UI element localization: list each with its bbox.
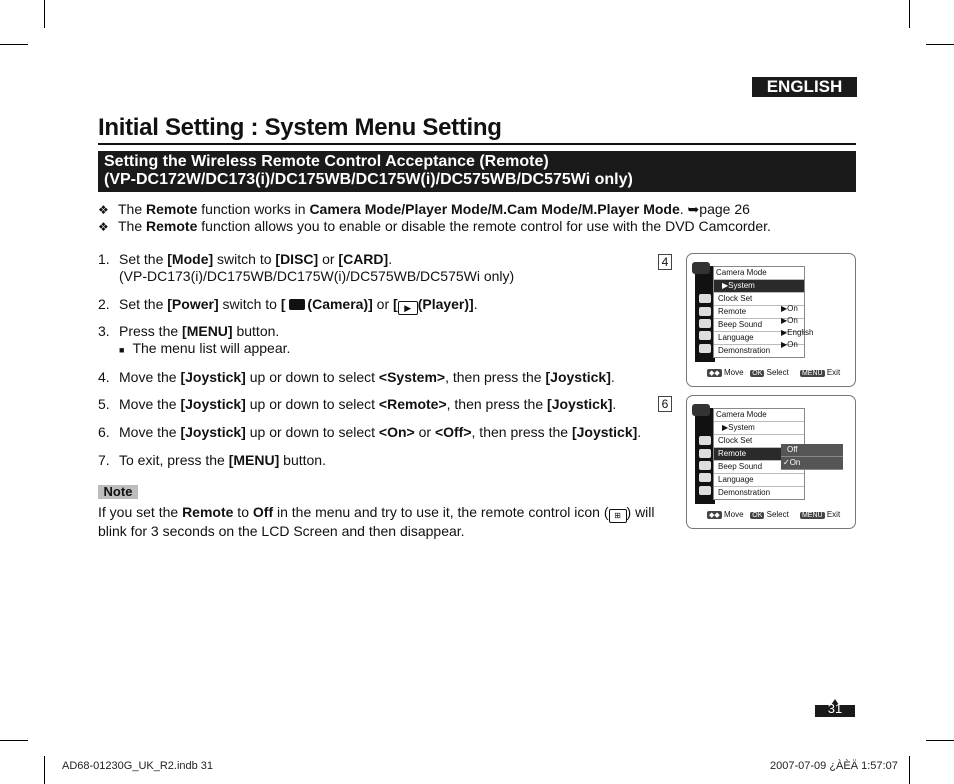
lcd-menu-panel <box>686 395 856 529</box>
gear-icon <box>699 344 711 353</box>
section-heading-line2: (VP-DC172W/DC173(i)/DC175WB/DC175W(i)/DC575WB/DC575Wi only) <box>104 171 633 188</box>
gear-icon <box>699 486 711 495</box>
page-reference-arrow-icon: ➥ <box>687 201 700 217</box>
print-footer-left: AD68-01230G_UK_R2.indb 31 <box>62 760 214 772</box>
menu-key: MENU <box>801 512 823 519</box>
menu-item[interactable]: Beep Sound <box>714 319 804 332</box>
bullet-1: ❖ The Remote function works in Camera Mode/Player Mode/M.Cam Mode/M.Player Mode. ➥page 26 <box>98 201 750 217</box>
step-4: 4. Move the [Joystick] up or down to select <System>, then press the [Joystick]. <box>98 369 615 385</box>
square-bullet-icon: ■ <box>119 345 125 355</box>
note-text: If you set the Remote to Off in the menu and try to use it, the remote control icon ( ⊞ ) will blink for 3 seconds on the LCD Screen and then disappear. <box>98 504 655 539</box>
menu-item[interactable]: Remote <box>714 306 804 319</box>
language-badge: ENGLISH <box>752 77 857 97</box>
page-title: Initial Setting : System Menu Setting <box>98 114 502 141</box>
camcorder-icon <box>692 262 710 274</box>
joystick-icon: ◆◆ <box>709 370 720 377</box>
step-3-note: ■ The menu list will appear. <box>119 340 291 356</box>
crop-mark <box>909 756 910 784</box>
menu-icon-column <box>695 266 715 362</box>
note-label: Note <box>98 485 138 499</box>
joystick-icon: ◆◆ <box>709 512 720 519</box>
tv-icon <box>699 473 711 482</box>
camcorder-icon <box>692 404 710 416</box>
step-1-note: (VP-DC173(i)/DC175WB/DC175W(i)/DC575WB/DC575Wi only) <box>119 268 515 284</box>
option-on[interactable]: ✓On <box>781 457 843 470</box>
menu-footer: ◆◆ Move OK Select MENU Exit <box>709 510 841 519</box>
menu-item[interactable]: Language <box>714 332 804 345</box>
option-popup <box>781 444 843 470</box>
page-number: 31 <box>827 701 843 716</box>
menu-item[interactable]: Demonstration <box>718 346 771 355</box>
crop-mark <box>926 44 954 45</box>
menu-item[interactable]: Demonstration <box>718 488 771 497</box>
crop-mark <box>926 740 954 741</box>
menu-item-selected[interactable]: ▶System <box>714 280 804 293</box>
menu-footer: ◆◆ Move OK Select MENU Exit <box>709 368 841 377</box>
menu-item[interactable]: Clock Set <box>714 293 804 306</box>
crop-mark <box>44 0 45 28</box>
tv-icon <box>699 331 711 340</box>
menu-item[interactable]: Clock Set <box>714 435 804 448</box>
film-icon <box>699 319 711 328</box>
menu-icon-column <box>695 408 715 504</box>
ok-key: OK <box>752 370 763 377</box>
menu-item-selected[interactable]: Remote <box>714 448 804 461</box>
step-2: 2. Set the [Power] switch to [ (Camera)] or [ ▶ (Player)]. <box>98 296 478 313</box>
print-footer-right: 2007-07-09 ¿ÀÈÄ 1:57:07 <box>770 760 898 772</box>
remote-control-icon: ⊞ <box>609 509 627 523</box>
menu-value: ▶On <box>781 316 798 325</box>
panel-number: 4 <box>658 254 672 270</box>
check-icon: ✓ <box>783 458 790 467</box>
section-heading-line1: Setting the Wireless Remote Control Acceptance (Remote) <box>104 153 549 170</box>
menu-item[interactable]: ▶System <box>714 422 804 435</box>
film-icon <box>699 461 711 470</box>
step-1: 1. Set the [Mode] switch to [DISC] or [CARD]. (VP-DC173(i)/DC175WB/DC175W(i)/DC575WB/DC575Wi only) <box>98 251 515 284</box>
panel-number: 6 <box>658 396 672 412</box>
title-rule <box>98 143 856 145</box>
diamond-bullet-icon: ❖ <box>98 203 109 217</box>
crop-mark <box>0 44 28 45</box>
step-5: 5. Move the [Joystick] up or down to select <Remote>, then press the [Joystick]. <box>98 396 617 412</box>
ok-key: OK <box>752 512 763 519</box>
step-7: 7. To exit, press the [MENU] button. <box>98 452 326 468</box>
diamond-bullet-icon: ❖ <box>98 220 109 234</box>
camera-icon <box>289 299 305 310</box>
player-icon: ▶ <box>398 301 418 315</box>
menu-item[interactable]: Camera Mode <box>714 267 804 280</box>
camera-settings-icon <box>699 449 711 458</box>
menu-value: ▶On <box>781 340 798 349</box>
section-heading <box>98 151 856 192</box>
menu-value: ▶English <box>781 328 814 337</box>
crop-mark <box>909 0 910 28</box>
menu-value: ▶On <box>781 304 798 313</box>
disc-icon <box>699 436 711 445</box>
step-6: 6. Move the [Joystick] up or down to select <On> or <Off>, then press the [Joystick]. <box>98 424 642 440</box>
menu-item[interactable]: Camera Mode <box>714 409 804 422</box>
lcd-menu-panel <box>686 253 856 387</box>
camera-settings-icon <box>699 307 711 316</box>
page-reference: page 26 <box>699 201 750 217</box>
step-3: 3. Press the [MENU] button. ■ The menu list will appear. <box>98 323 290 359</box>
option-off[interactable]: Off <box>781 444 843 457</box>
menu-item[interactable]: Beep Sound <box>714 461 804 474</box>
disc-icon <box>699 294 711 303</box>
crop-mark <box>0 740 28 741</box>
menu-key: MENU <box>801 370 823 377</box>
crop-mark <box>44 756 45 784</box>
menu-item[interactable]: Language <box>714 474 804 487</box>
bullet-2: ❖ The Remote function allows you to enable or disable the remote control for use with the DVD Camcorder. <box>98 218 771 234</box>
